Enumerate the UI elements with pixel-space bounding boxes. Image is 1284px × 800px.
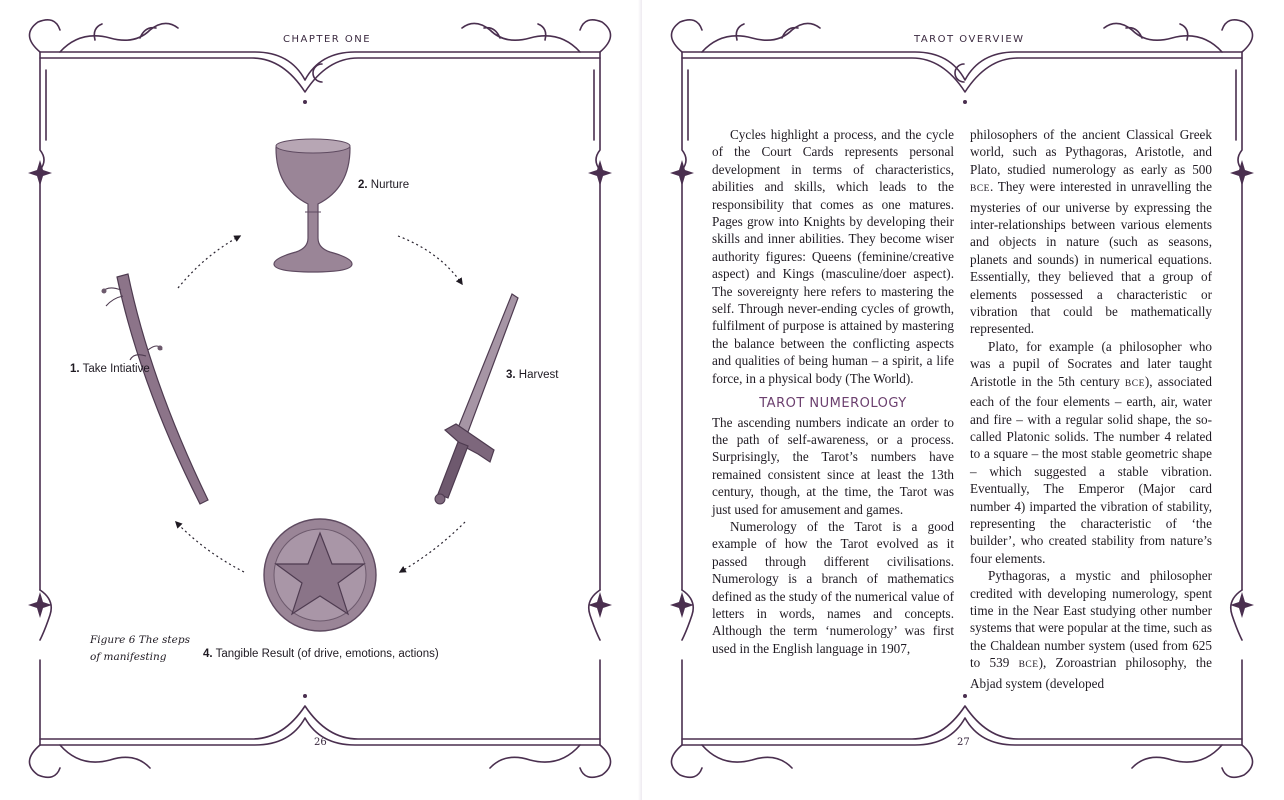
paragraph: Cycles highlight a process, and the cycle of the Court Cards represents personal development in terms of characteristics, abilities and skills, which leads to the responsibility that comes as one matures. Pages grow into Knights by developing their skills and inner abilities. They become wiser authority figures: Queens (feminine/creative aspect) and Kings (masculine/doer aspect). The sovereignty here refers to mastering the self. Through never-ending cycles of growth, fulfilment of purpose is attained by mastering the balance between the conflicting aspects and qualities of being human – a spirit, a life force, in a physical body (The World). — [712, 127, 954, 386]
paragraph: philosophers of the ancient Classical Greek world, such as Pythagoras, Aristotle, and Plato, studied numerology as early as 500 BCE. They were interested in unravelling the mysteries of our universe by expressing the inter-relationships between various elements and objects in nature (such as seasons, planets and sounds) in numerical equations. Essentially, they believed that a group of elements possessed a characteristic or vibration that could be mathematically represented. — [970, 127, 1212, 337]
page-number: 26 — [314, 737, 327, 748]
right-page — [642, 0, 1284, 800]
paragraph: Plato, for example (a philosopher who was a pupil of Socrates and later taught Aristotle in the 5th century BCE), associated each of the four elements – earth, air, water and fire – with a regular solid shape, the so-called Platonic solids. The number 4 related to a square – the most stable geometric shape – which suggested a stable vibration. Eventually, The Emperor (Major card number 4) imparted the vibration of stability, representing the characteristic of ‘the builder’, who created stability from nature’s four elements. — [970, 338, 1212, 566]
running-head: TAROT OVERVIEW — [914, 34, 1025, 45]
chalice-icon — [274, 139, 352, 272]
arrow-1-to-2 — [178, 236, 240, 288]
label-tangible-result: 4. Tangible Result (of drive, emotions, actions) — [203, 648, 439, 660]
section-heading: TAROT NUMEROLOGY — [759, 396, 907, 412]
pentacle-icon — [264, 519, 376, 631]
running-head: CHAPTER ONE — [283, 34, 372, 45]
arrow-2-to-3 — [398, 236, 462, 284]
paragraph: Pythagoras, a mystic and philosopher credited with developing numerology, spent time in the Near East studying other number systems that were popular at the time, such as the Chaldean number system (used from 625 to 539 BCE), Zoroastrian philosophy, the Abjad system (developed — [970, 568, 1212, 691]
wand-icon — [102, 274, 209, 504]
arrow-4-to-1 — [176, 522, 244, 572]
sword-icon — [435, 294, 518, 504]
text-column-2 — [970, 126, 1212, 692]
text-column-1 — [712, 126, 954, 657]
paragraph: The ascending numbers indicate an order to the path of self-awareness, or a process. Surprisingly, the Tarot’s numbers have remained consistent since at least the 13th century, though, at the time, the Tarot was just used for amusement and games. — [712, 414, 954, 517]
figure-caption: Figure 6 The steps of manifesting — [90, 634, 190, 663]
page-number: 27 — [957, 737, 970, 748]
arrow-3-to-4 — [400, 522, 465, 572]
label-take-initiative: 1. Take Intiative — [70, 363, 150, 375]
label-harvest: 3. Harvest — [506, 369, 559, 381]
paragraph: Numerology of the Tarot is a good example of how the Tarot evolved as it passed through different civilisations. Numerology is a branch of mathematics defined as the study of the numerical value of letters in words, names and concepts. Although the term ‘numerology’ was first used in the English language in 1907, — [712, 518, 954, 656]
label-nurture: 2. Nurture — [358, 179, 410, 191]
